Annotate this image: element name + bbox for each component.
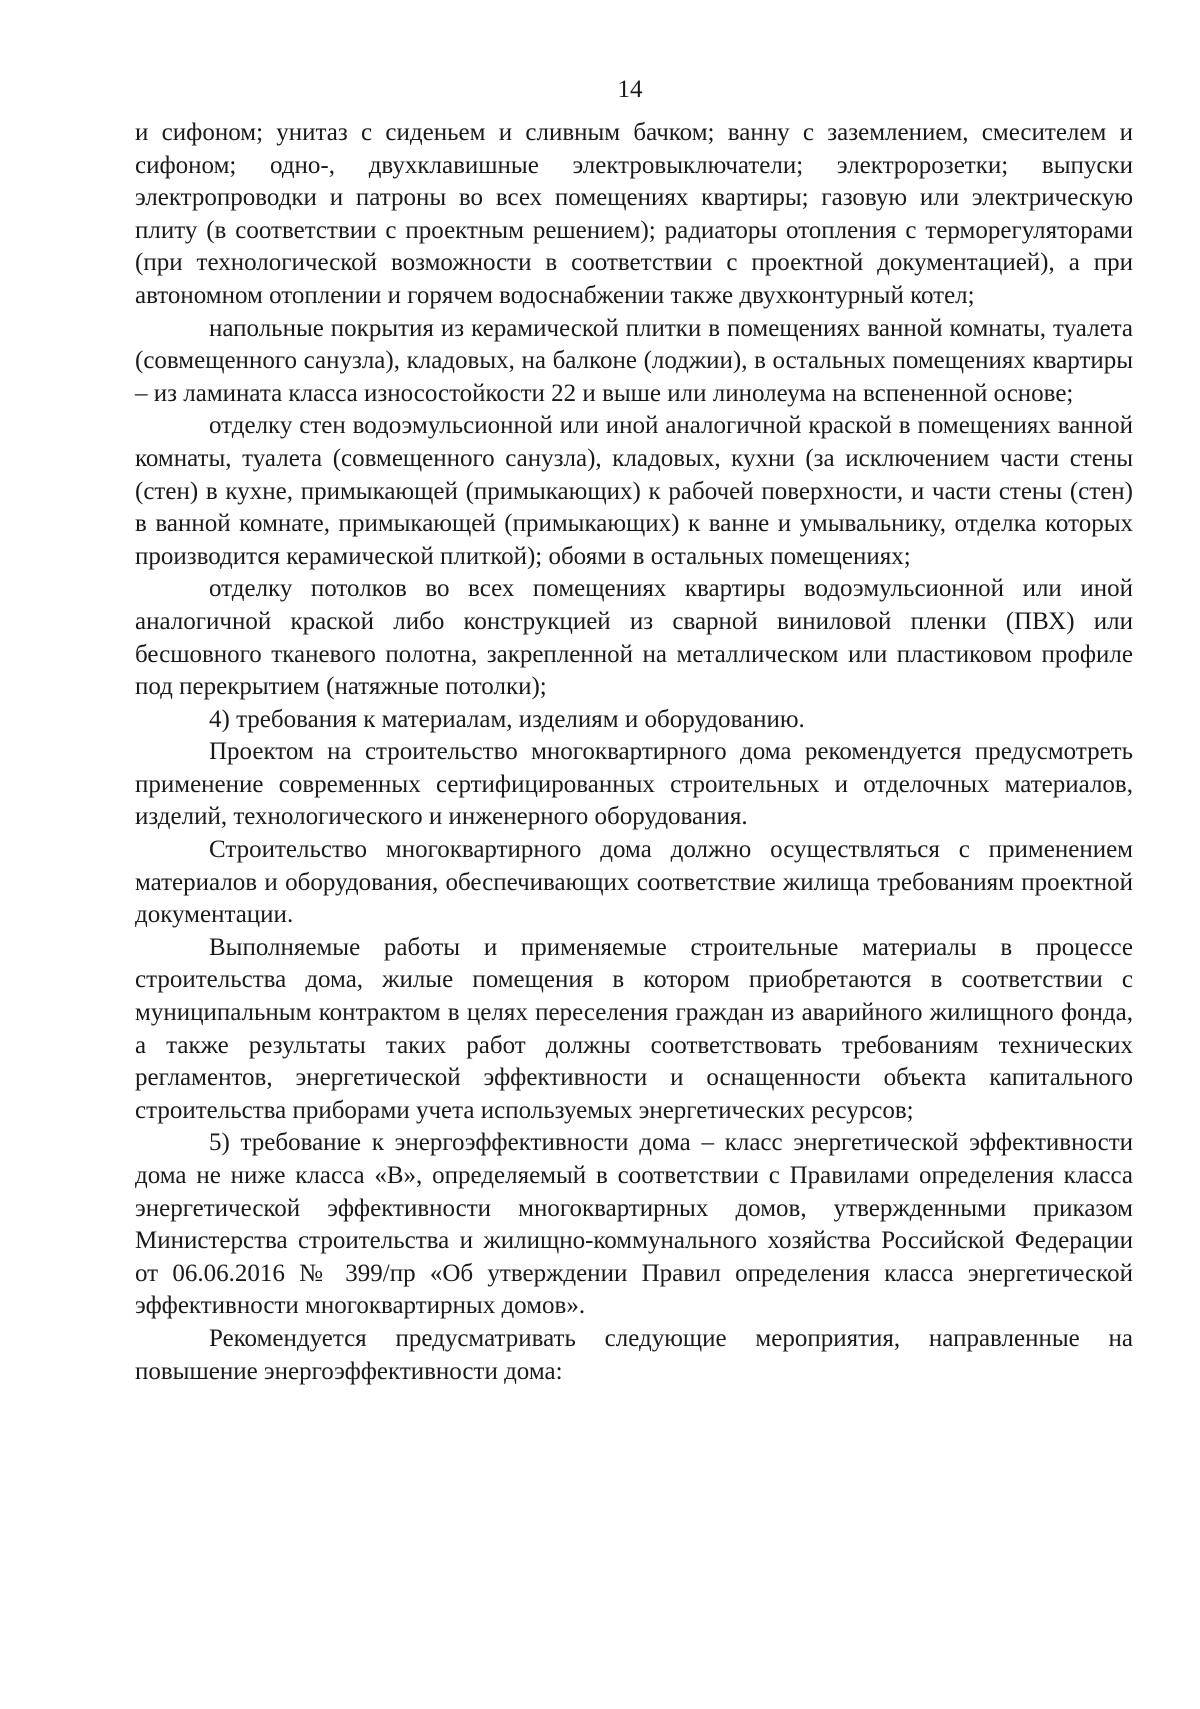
paragraph-construction-compliance: Строительство многоквартирного дома должно осуществляться с применением материалов и оборудования, обеспечивающих соответствие жилища требованиям проектной документации.: [135, 836, 1133, 929]
paragraph-floor-coverings: напольные покрытия из керамической плитки в помещениях ванной комнаты, туалета (совмещенного санузла), кладовых, на балконе (лоджии), в остальных помещениях квартиры – из ламината класса износостойкости 22 и выше или линолеума на вспененной основе;: [135, 314, 1133, 407]
paragraph-wall-finishing: отделку стен водоэмульсионной или иной аналогичной краской в помещениях ванной комнаты, туалета (совмещенного санузла), кладовых, кухни (за исключением части стены (стен) в кухне, примыкающей (примыкающих) к рабочей поверхности, и части стены (стен) в ванной комнате, примыкающей (примыкающих) к ванне и умывальнику, отделка которых производится керамической плиткой); обоями в остальных помещениях;: [135, 412, 1133, 570]
paragraph-technical-regulations: Выполняемые работы и применяемые строительные материалы в процессе строительства дома, жилые помещения в котором приобретаются в соответствии с муниципальным контрактом в целях переселения граждан из аварийного жилищного фонда, а также результаты таких работ должны соответствовать требованиям технических регламентов, энергетической эффективности и оснащенности объекта капитального строительства приборами учета используемых энергетических ресурсов;: [135, 933, 1133, 1124]
paragraph-item-5-energy-class: 5) требование к энергоэффективности дома – класс энергетической эффективности дома не ниже класса «В», определяемый в соответствии с Правилами определения класса энергетической эффективности многоквартирных домов, утвержденными приказом Министерства строительства и жилищно-коммунального хозяйства Российской Федерации от 06.06.2016 № 399/пр «Об утверждении Правил определения класса энергетической эффективности многоквартирных домов».: [135, 1129, 1133, 1320]
paragraph-item-4-heading: 4) требования к материалам, изделиям и оборудованию.: [209, 705, 805, 733]
paragraph-plumbing-continuation: и сифоном; унитаз с сиденьем и сливным бачком; ванну с заземлением, смесителем и сифоном; одно-, двухклавишные электровыключатели; электророзетки; выпуски электропроводки и патроны во всех помещениях квартиры; газовую или электрическую плиту (в соответствии с проектным решением); радиаторы отопления с терморегуляторами (при технологической возможности в соответствии с проектной документацией), а при автономном отоплении и горячем водоснабжении также двухконтурный котел;: [135, 119, 1133, 309]
paragraph-ceiling-finishing: отделку потолков во всех помещениях квартиры водоэмульсионной или иной аналогичной краской либо конструкцией из сварной виниловой пленки (ПВХ) или бесшовного тканевого полотна, закрепленной на металлическом или пластиковом профиле под перекрытием (натяжные потолки);: [135, 575, 1133, 701]
document-body: [135, 117, 1133, 1388]
page-number: 14: [617, 76, 643, 103]
paragraph-energy-measures: Рекомендуется предусматривать следующие мероприятия, направленные на повышение энергоэффективности дома:: [135, 1324, 1133, 1385]
paragraph-certified-materials: Проектом на строительство многоквартирного дома рекомендуется предусмотреть применение современных сертифицированных строительных и отделочных материалов, изделий, технологического и инженерного оборудования.: [135, 738, 1133, 831]
